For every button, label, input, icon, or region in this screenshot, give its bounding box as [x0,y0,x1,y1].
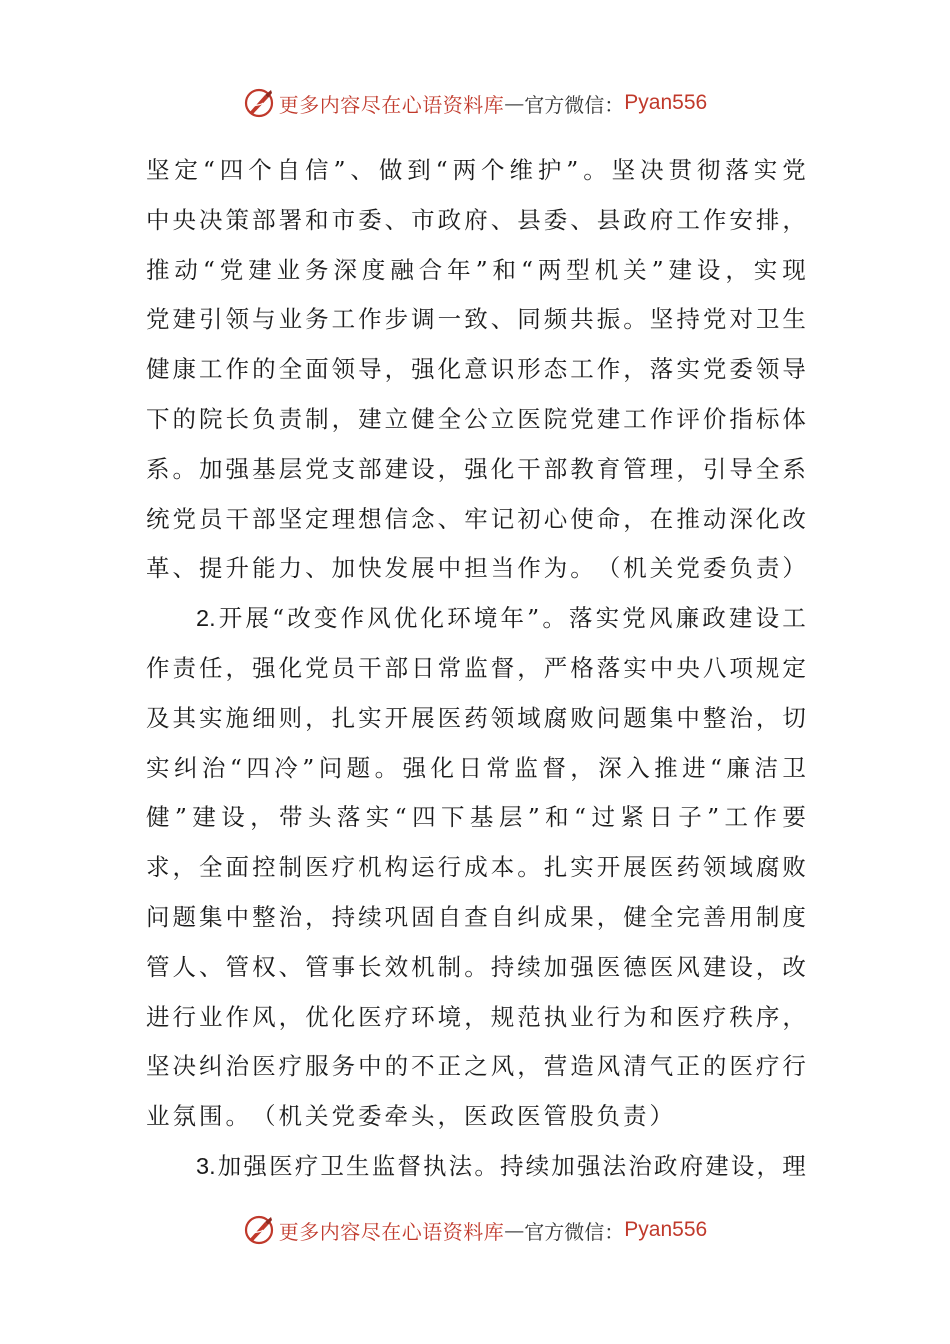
quill-pen-logo-icon [243,1214,275,1246]
text-line: 进 行 业 作 风 ， 优 化 医 疗 环 境 ， 规 范 执 业 行 为 和 医 疗 秩 序 ， [146,1002,806,1031]
banner-official-label: 官方微信： [524,92,625,117]
text-line: 求 ， 全 面 控 制 医 疗 机 构 运 行 成 本 。 扎 实 开 展 医 药 领 域 腐 败 [146,853,806,882]
text-line: 业 氛 围 。 （ 机 关 党 委 牵 头 ， 医 政 医 管 股 负 责 ） [146,1102,676,1131]
footer-banner [0,1210,950,1250]
header-banner [0,83,950,123]
text-line: 3. 加 强 医 疗 卫 生 监 督 执 法 。 持 续 加 强 法 治 政 府 建 设 ， 理 [196,1151,806,1180]
text-line: 系 。 加 强 基 层 党 支 部 建 设 ， 强 化 干 部 教 育 管 理 ， 引 导 全 系 [146,454,806,483]
text-line: 坚 定 “ 四 个 自 信 ” 、 做 到 “ 两 个 维 护 ” 。 坚 决 贯 彻 落 实 党 [146,156,806,184]
banner-wechat-id: Pyan556 [624,1218,708,1241]
banner-official-label: 官方微信： [524,1219,625,1244]
text-line: 2. 开 展 “ 改 变 作 风 优 化 环 境 年 ” 。 落 实 党 风 廉 政 建 设 工 [196,604,806,633]
text-line: 管 人 、 管 权 、 管 事 长 效 机 制 。 持 续 加 强 医 德 医 风 建 设 ， 改 [146,952,806,981]
text-line: 下 的 院 长 负 责 制 ， 建 立 健 全 公 立 医 院 党 建 工 作 评 价 指 标 体 [146,404,806,433]
text-line: 实 纠 治 “ 四 冷 ” 问 题 。 强 化 日 常 监 督 ， 深 入 推 进 “ 廉 洁 卫 [146,753,806,782]
text-line: 问 题 集 中 整 治 ， 持 续 巩 固 自 查 自 纠 成 果 ， 健 全 完 善 用 制 度 [146,902,806,931]
text-line: 作 责 任 ， 强 化 党 员 干 部 日 常 监 督 ， 严 格 落 实 中 央 八 项 规 定 [146,653,806,682]
text-line: 中 央 决 策 部 署 和 市 委 、 市 政 府 、 县 委 、 县 政 府 工 作 安 排 ， [146,205,806,234]
quill-pen-logo-icon [243,87,275,119]
text-line: 推 动 “ 党 建 业 务 深 度 融 合 年 ” 和 “ 两 型 机 关 ” 建 设 ， 实 现 [146,255,806,284]
text-line: 革 、 提 升 能 力 、 加 快 发 展 中 担 当 作 为 。 （ 机 关 党 委 负 责 ） [146,554,806,583]
banner-site-text: 更多内容尽在心语资料库 [278,92,505,117]
banner-wechat-id: Pyan556 [624,91,708,114]
banner-site-text: 更多内容尽在心语资料库 [278,1219,505,1244]
document-body [146,146,806,1192]
banner-dash: — [504,1218,525,1242]
text-line: 统 党 员 干 部 坚 定 理 想 信 念 、 牢 记 初 心 使 命 ， 在 推 动 深 化 改 [146,504,806,533]
text-line: 党 建 引 领 与 业 务 工 作 步 调 一 致 、 同 频 共 振 。 坚 持 党 对 卫 生 [146,305,806,334]
text-line: 及 其 实 施 细 则 ， 扎 实 开 展 医 药 领 域 腐 败 问 题 集 中 整 治 ， 切 [146,703,806,732]
banner-dash: — [504,91,525,115]
text-line: 坚 决 纠 治 医 疗 服 务 中 的 不 正 之 风 ， 营 造 风 清 气 正 的 医 疗 行 [146,1052,806,1081]
text-line: 健 康 工 作 的 全 面 领 导 ， 强 化 意 识 形 态 工 作 ， 落 实 党 委 领 导 [146,355,806,384]
text-line: 健 ” 建 设 ， 带 头 落 实 “ 四 下 基 层 ” 和 “ 过 紧 日 子 ” 工 作 要 [146,803,806,832]
